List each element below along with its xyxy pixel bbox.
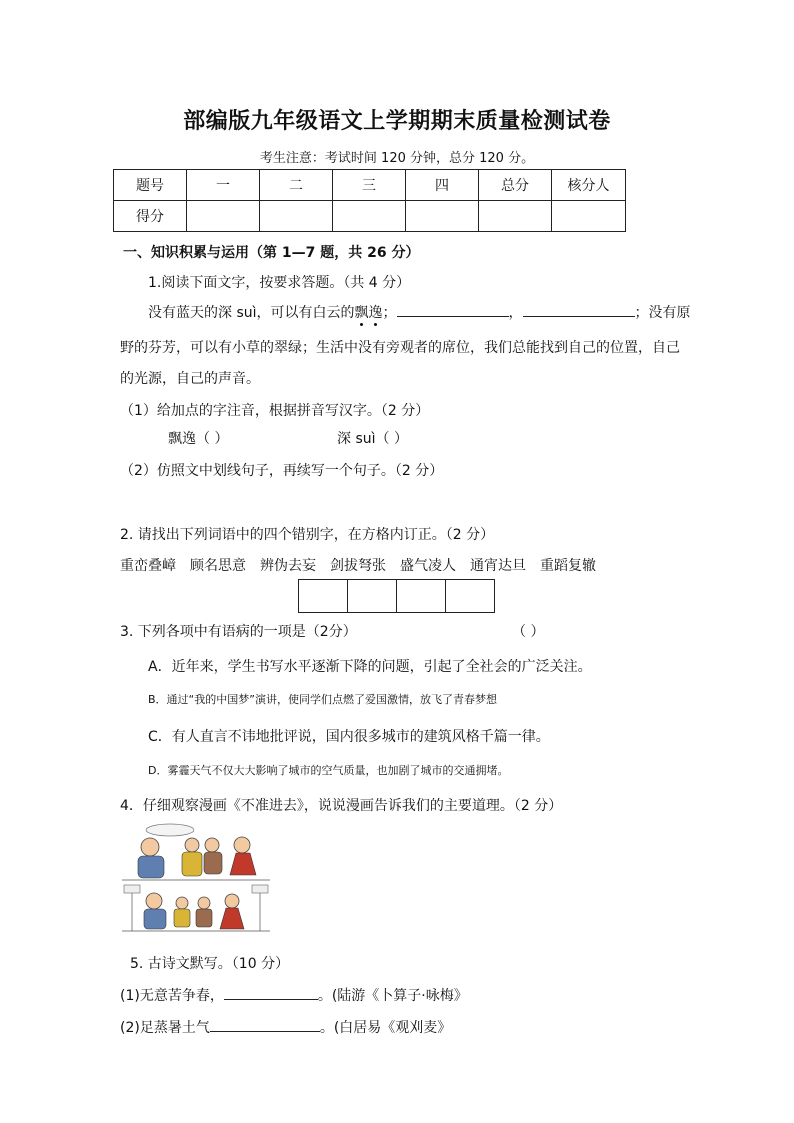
text-span: 没有蓝天的深 suì，可以有白云的 xyxy=(148,305,355,321)
q3-answer-paren[interactable]: （ ） xyxy=(512,624,545,640)
score-table-header-row xyxy=(114,170,626,201)
page-title: 部编版九年级语文上学期期末质量检测试卷 xyxy=(183,109,611,134)
q2-words: 重峦叠嶂 顾名思意 辨伪去妄 剑拔弩张 盛气凌人 通宵达旦 重蹈复辙 xyxy=(120,558,596,574)
answer-blank[interactable] xyxy=(523,302,635,317)
q1-paragraph-line-3: 的光源，自己的声音。 xyxy=(120,371,260,387)
score-input-cell[interactable] xyxy=(260,201,333,232)
table-cell: 四 xyxy=(406,170,479,201)
q1-sub1-answer-a[interactable]: 飘逸（ ） xyxy=(168,431,229,447)
table-cell: 二 xyxy=(260,170,333,201)
dotted-char: 飘 xyxy=(354,305,369,321)
q1-sub1-answer-b[interactable]: 深 suì（ ） xyxy=(337,431,408,447)
cartoon-image xyxy=(120,823,272,939)
q3-option-b: B．通过“我的中国梦”演讲，使同学们点燃了爱国激情，放飞了青春梦想 xyxy=(148,693,497,706)
q1-sub2: （2）仿照文中划线句子，再续写一个句子。（2 分） xyxy=(120,463,444,479)
q5-line-2 xyxy=(120,1017,451,1037)
q3-option-d: D．雾霾天气不仅大大影响了城市的空气质量，也加剧了城市的交通拥堵。 xyxy=(148,764,509,777)
score-input-cell[interactable] xyxy=(406,201,479,232)
score-input-cell[interactable] xyxy=(479,201,552,232)
section-heading: 一、知识积累与运用（第 1—7 题，共 26 分） xyxy=(123,245,420,261)
text-span: ； xyxy=(382,305,397,321)
q3-option-a: A．近年来，学生书写水平逐渐下降的问题，引起了全社会的广泛关注。 xyxy=(148,659,592,675)
correction-boxes xyxy=(299,579,495,613)
table-cell: 一 xyxy=(187,170,260,201)
dotted-char: 逸 xyxy=(368,305,383,321)
q1-sub1: （1）给加点的字注音，根据拼音写汉字。（2 分） xyxy=(120,403,430,419)
q3-stem: 3. 下列各项中有语病的一项是（2分） xyxy=(120,624,357,640)
correction-box[interactable] xyxy=(396,579,446,613)
text-span: (1)无意苦争春， xyxy=(120,988,224,1004)
score-input-cell[interactable] xyxy=(552,201,626,232)
table-cell: 得分 xyxy=(114,201,187,232)
score-table-score-row xyxy=(114,201,626,232)
text-span: ， xyxy=(508,305,523,321)
q1-stem: 1.阅读下面文字，按要求答题。（共 4 分） xyxy=(148,275,411,291)
score-table xyxy=(113,169,626,232)
q5-stem: 5. 古诗文默写。（10 分） xyxy=(130,956,290,972)
table-cell: 三 xyxy=(333,170,406,201)
correction-box[interactable] xyxy=(445,579,495,613)
q2-stem: 2. 请找出下列词语中的四个错别字，在方格内订正。（2 分） xyxy=(120,527,495,543)
text-span: (2)足蒸暑土气 xyxy=(120,1020,210,1036)
score-input-cell[interactable] xyxy=(333,201,406,232)
correction-box[interactable] xyxy=(298,579,348,613)
table-cell: 核分人 xyxy=(552,170,626,201)
table-cell: 题号 xyxy=(114,170,187,201)
q4-stem: 4．仔细观察漫画《不准进去》，说说漫画告诉我们的主要道理。（2 分） xyxy=(120,798,563,814)
q5-line-1 xyxy=(120,985,468,1005)
text-span: 。(陆游《卜算子·咏梅》 xyxy=(317,988,468,1004)
exam-notice: 考生注意：考试时间 120 分钟，总分 120 分。 xyxy=(259,151,535,166)
text-span: 。(白居易《观刈麦》 xyxy=(319,1020,452,1036)
q1-paragraph-line-1 xyxy=(148,302,691,322)
table-cell: 总分 xyxy=(479,170,552,201)
correction-box[interactable] xyxy=(347,579,397,613)
q3-option-c: C．有人直言不讳地批评说，国内很多城市的建筑风格千篇一律。 xyxy=(148,729,550,745)
text-span: ；没有原 xyxy=(634,305,691,321)
answer-blank[interactable] xyxy=(210,1017,320,1032)
answer-blank[interactable] xyxy=(224,985,318,1000)
answer-blank[interactable] xyxy=(397,302,509,317)
q1-paragraph-line-2: 野的芬芳，可以有小草的翠绿；生活中没有旁观者的席位，我们总能找到自己的位置，自己 xyxy=(120,340,680,356)
score-input-cell[interactable] xyxy=(187,201,260,232)
